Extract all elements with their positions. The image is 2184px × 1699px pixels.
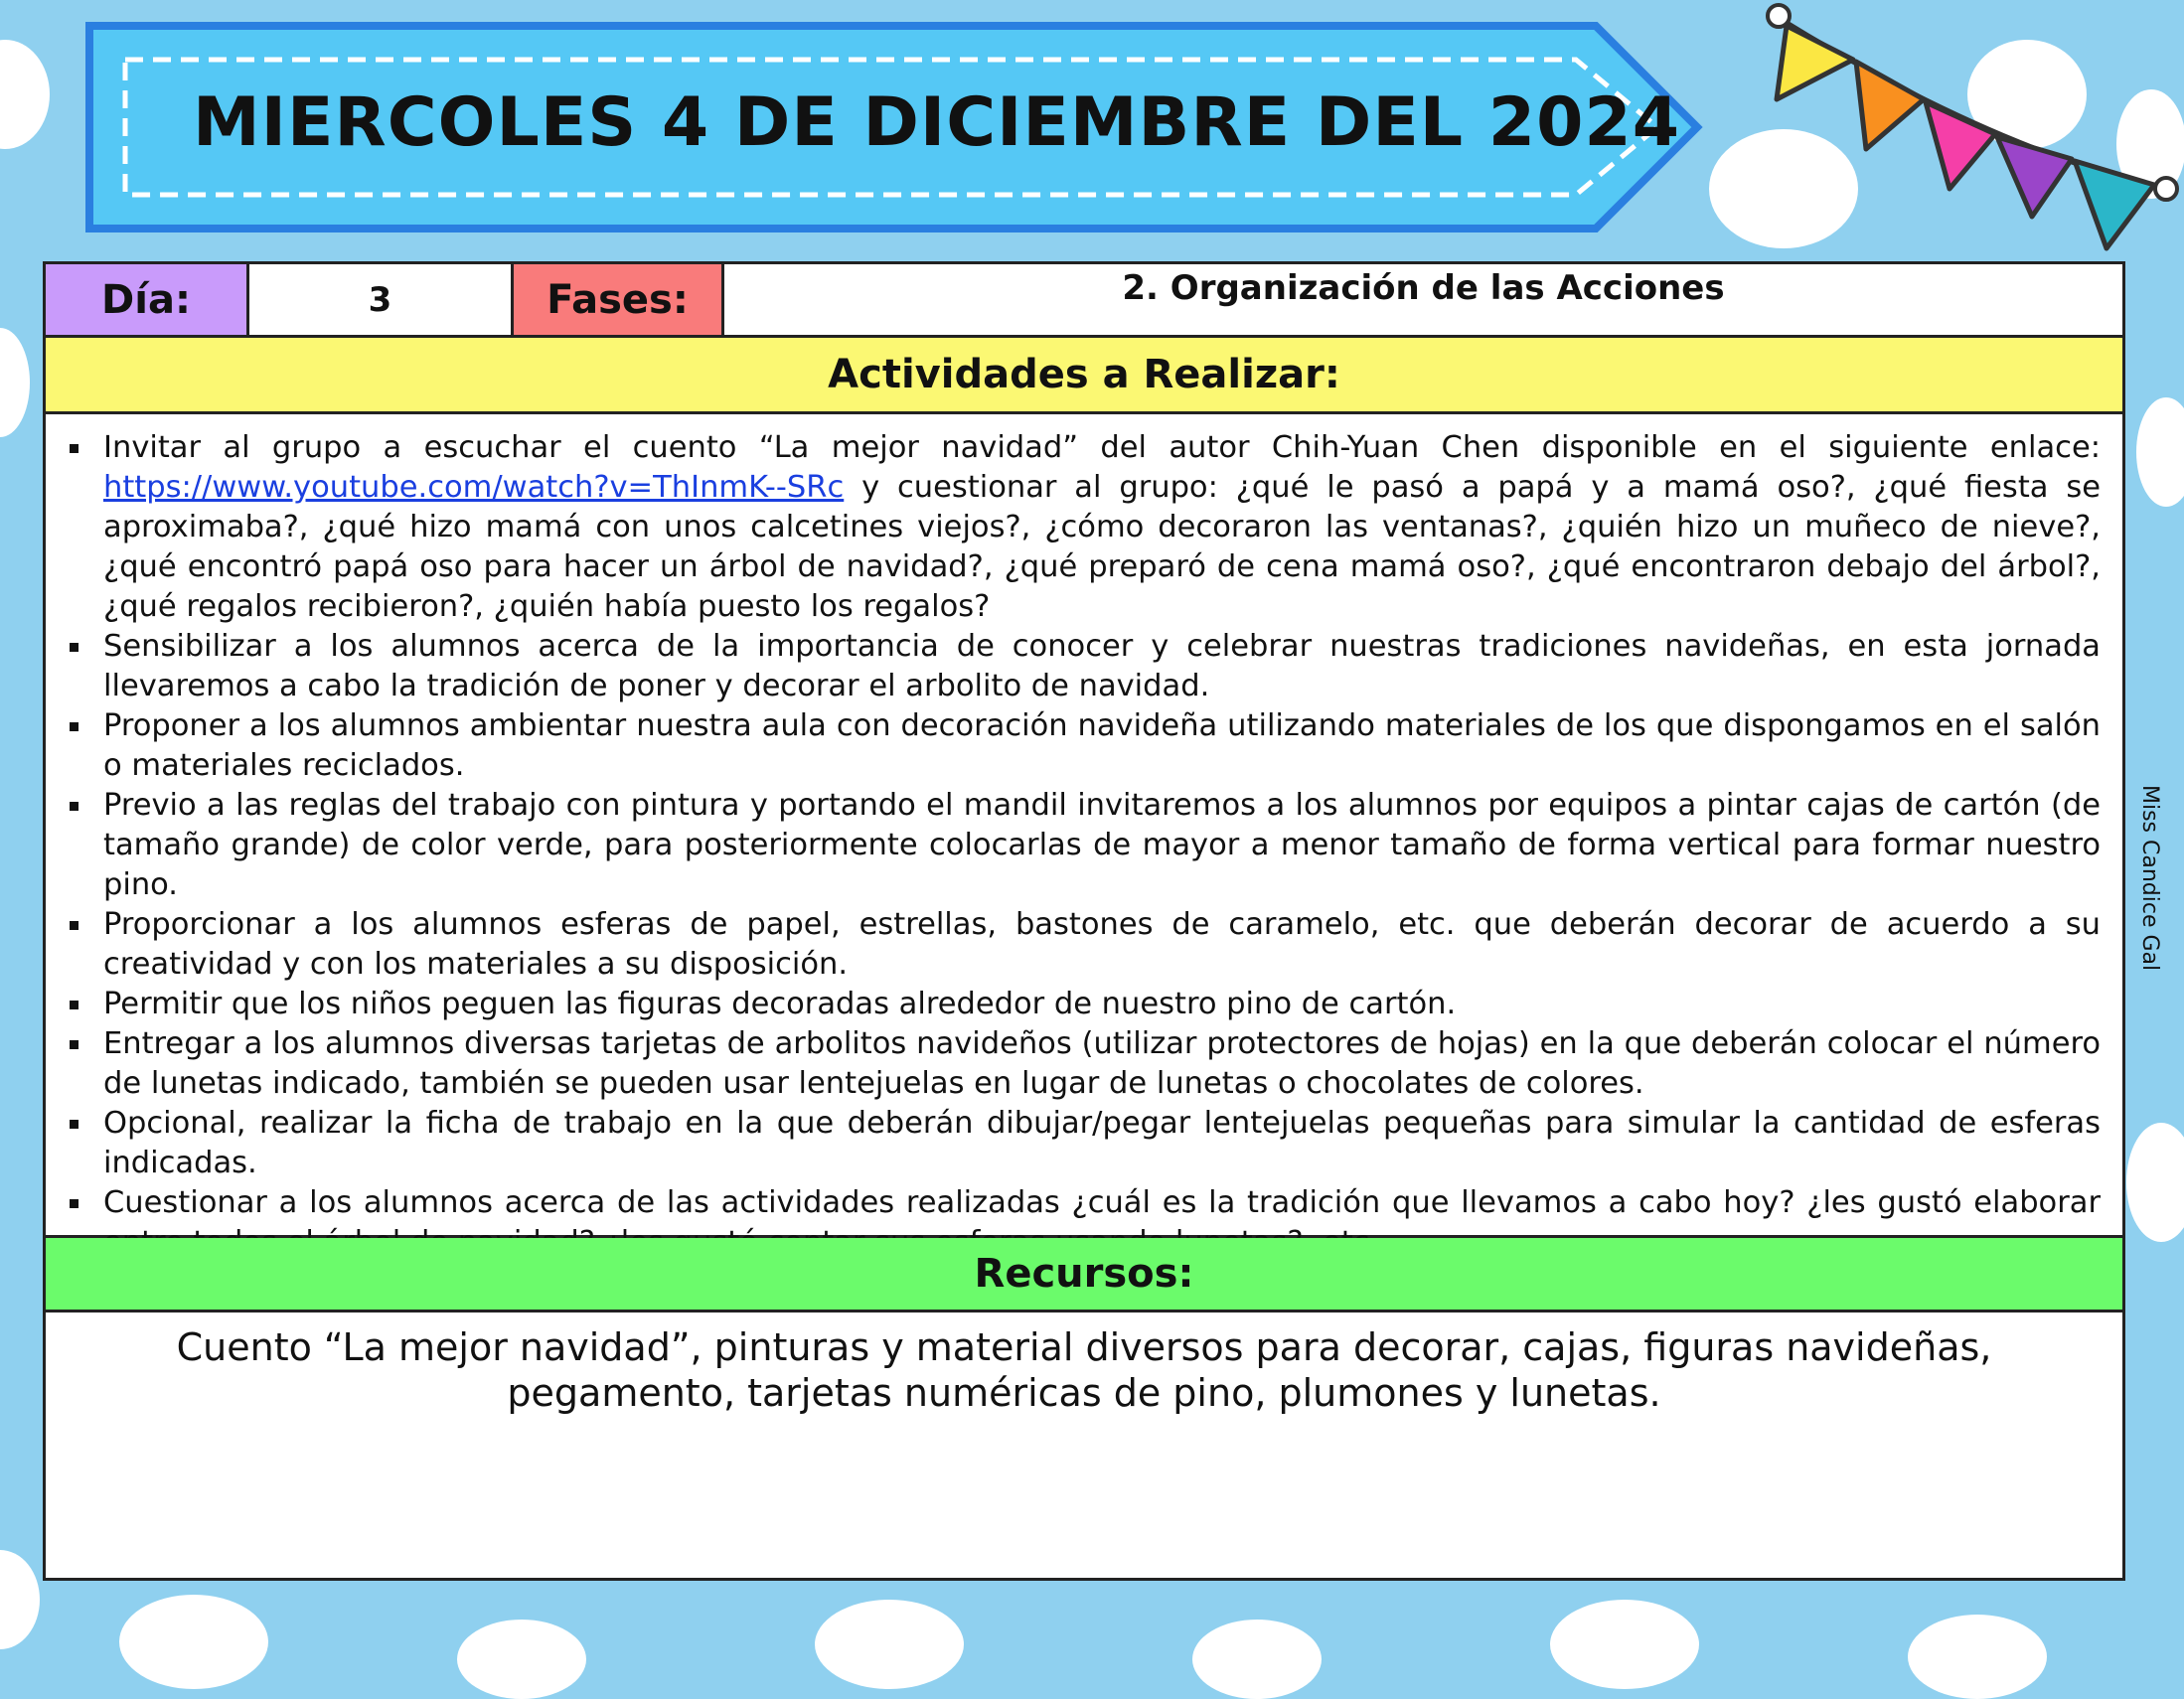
list-item: Proporcionar a los alumnos esferas de papel, estrellas, bastones de caramelo, etc. que deberán decorar de acuerdo a su creatividad y con los materiales a su disposición.	[103, 905, 2101, 985]
list-item: Entregar a los alumnos diversas tarjetas de arbolitos navideños (utilizar protectores de hojas) en la que deberán colocar el número de lunetas indicado, también se pueden usar lentejuelas en lugar de lunetas o chocolates de colores.	[103, 1024, 2101, 1104]
list-item-text: Invitar al grupo a escuchar el cuento “La mejor navidad” del autor Chih-Yuan Chen disponible en el siguiente enlace:	[103, 430, 2101, 465]
list-item: Previo a las reglas del trabajo con pintura y portando el mandil invitaremos a los alumnos por equipos a pintar cajas de cartón (de tamaño grande) de color verde, para posteriormente colocarlas de mayor a menor tamaño de forma vertical para formar nuestro pino.	[103, 786, 2101, 905]
video-link[interactable]: https://www.youtube.com/watch?v=ThInmK--SRc	[103, 470, 845, 505]
bunting-flag	[1997, 137, 2072, 217]
list-item: Opcional, realizar la ficha de trabajo en la que deberán dibujar/pegar lentejuelas pequeñas para simular la cantidad de esferas indicadas.	[103, 1104, 2101, 1183]
info-row	[46, 264, 2122, 338]
list-item: Proponer a los alumnos ambientar nuestra aula con decoración navideña utilizando materiales de los que dispongamos en el salón o materiales reciclados.	[103, 706, 2101, 786]
title-banner	[85, 22, 1705, 232]
bunting-flag	[1856, 62, 1924, 149]
list-item: Permitir que los niños peguen las figuras decoradas alrededor de nuestro pino de cartón.	[103, 985, 2101, 1024]
fases-value: 2. Organización de las Acciones	[724, 264, 2122, 335]
list-item	[103, 428, 2101, 627]
bunting-decoration	[1729, 0, 2184, 258]
signature-text: Miss Candice Gal	[2137, 785, 2162, 972]
list-item: Sensibilizar a los alumnos acerca de la importancia de conocer y celebrar nuestras tradiciones navideñas, en esta jornada llevaremos a cabo la tradición de poner y decorar el arbolito de navidad.	[103, 627, 2101, 706]
author-signature	[2136, 785, 2166, 1023]
activities-heading: Actividades a Realizar:	[46, 338, 2122, 414]
dia-value: 3	[249, 264, 514, 335]
list-item: Cuestionar a los alumnos acerca de las actividades realizadas ¿cuál es la tradición que llevamos a cabo hoy? ¿les gustó elaborar	[103, 1183, 2101, 1263]
resources-text: Cuento “La mejor navidad”, pinturas y material diversos para decorar, cajas, figuras navideñas, pegamento, tarjetas numéricas de pino, plumones y lunetas.	[176, 1325, 1992, 1415]
lesson-plan-table	[43, 261, 2125, 1581]
bunting-flag	[2075, 161, 2154, 248]
list-item-text: y cuestionar al grupo: ¿qué le pasó a papá y a mamá oso?, ¿qué fiesta se aproximaba?, ¿qué hizo mamá con unos calcetines viejos?, ¿cómo decoraron las ventanas?, ¿quién hizo un muñeco de nieve?, ¿qué encontró papá oso para hacer un árbol de navidad?, ¿qué preparó de cena mamá oso?, ¿qué encontraron debajo del árbol?, ¿qué regalos recibieron?, ¿quién había puesto los regalos?	[103, 470, 2101, 624]
page-title: MIERCOLES 4 DE DICIEMBRE DEL 2024	[193, 83, 1681, 162]
dia-label: Día:	[46, 264, 249, 335]
resources-heading: Recursos:	[46, 1238, 2122, 1313]
activities-section	[46, 414, 2122, 1238]
fases-label: Fases:	[514, 264, 724, 335]
activities-list	[70, 428, 2101, 1263]
bunting-flag	[1777, 26, 1853, 99]
